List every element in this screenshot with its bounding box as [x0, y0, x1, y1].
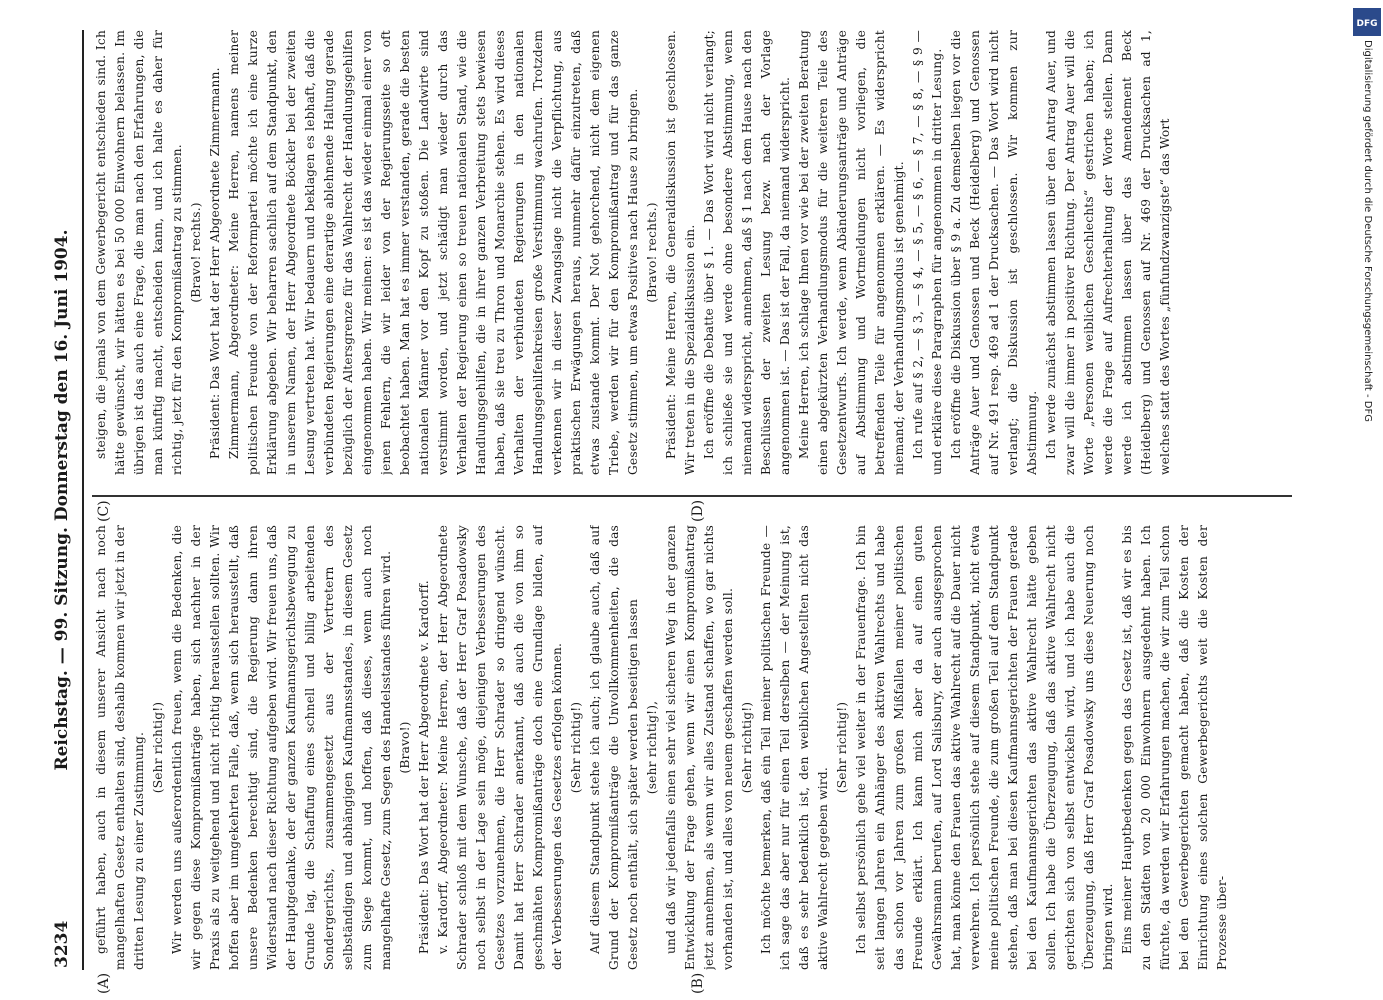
dfg-logo-icon	[1353, 8, 1381, 36]
right-column-paragraph: Ich eröffne die Diskussion über § 9 a. Zu demselben liegen vor die Anträge Auer und Genossen und Beck (Heidelberg) und Genossen auf Nr. 491 resp. 469 ad 1 der Drucksachen. — Das Wort wird nicht verlangt; die Diskussion ist geschlossen. Wir kommen zur Abstimmung.	[949, 30, 1039, 475]
left-column-paragraph: (sehr richtig!),	[645, 700, 659, 795]
left-column-paragraph: (Sehr richtig!)	[569, 701, 583, 794]
left-column-paragraph: geführt haben, auch in diesem unserer Ansicht nach noch mangelhaften Gesetz enthalten sind, deshalb kommen wir jetzt in der dritten Lesung zu einer Zustimmung.	[94, 525, 146, 970]
right-column-paragraph: (Bravo! rechts.)	[189, 202, 203, 303]
left-column-paragraph: Auf diesem Standpunkt stehe ich auch; ich glaube auch, daß auf Grund der Kompromißanträge die Unvollkommenheiten, die das Gesetz noch enthält, sich später werden beseitigen lassen	[588, 525, 640, 970]
left-column-paragraph: und daß wir jedenfalls einen sehr viel sicheren Weg in der ganzen Entwicklung der Frage gehen, wenn wir einen Kompromißantrag jetzt annehmen, als wenn wir alles Zustand schaffen, wo gar nichts vorhanden ist, und alles von neuem geschaffen werden soll.	[664, 525, 735, 970]
margin-mark-a: (A)	[96, 972, 112, 994]
right-column-paragraph: (Bravo! rechts.)	[645, 202, 659, 303]
right-text-column	[92, 30, 1282, 475]
credit-text: Digitalisierung gefördert durch die Deutsche Forschungsgemeinschaft - DFG	[1362, 40, 1373, 423]
column-divider	[92, 496, 1292, 498]
left-column-paragraph: Eins meiner Hauptbedenken gegen das Gesetz ist, daß wir es bis zu den Städten von 20 000 Einwohnern ausgedehnt haben. Ich fürchte, da werden wir Erfahrungen machen, die wir zum Teil schon bei den Gewerbegerichten gemacht haben, daß die Kosten der Einrichtung eines solchen Gewerbegerichts weit die Kosten der Prozesse über-	[1120, 525, 1229, 970]
right-column-paragraph: Ich rufe auf § 2, — § 3, — § 4, — § 5, — § 6, — § 7, — § 8, — § 9 — und erkläre diese Paragraphen für angenommen in dritter Lesung.	[911, 30, 944, 475]
right-column-paragraph: steigen, die jemals von dem Gewerbegericht entschieden sind. Ich hätte gewünscht, wir hätten es bei 50 000 Einwohnern belassen. Im übrigen ist das auch eine Frage, die man nach den Erfahrungen, die man künftig macht, entscheiden kann, und ich halte es daher für richtig, jetzt für den Kompromißantrag zu stimmen.	[94, 30, 184, 475]
right-column-paragraph: Zimmermann, Abgeordneter: Meine Herren, namens meiner politischen Freunde von der Reformpartei möchte ich eine kurze Erklärung abgeben. Wir beharren sachlich auf dem Standpunkt, den in unserem Namen, der Herr Abgeordnete Böckler bei der zweiten Lesung vertreten hat. Wir bedauern und beklagen es lebhaft, daß die verbündeten Regierungen eine derartige ablehnende Haltung gerade bezüglich der Altersgrenze für das Wahlrecht der Handlungsgehilfen eingenommen haben. Wir meinen: es ist das wieder einmal einer von jenen Fehlern, die wir leider von der Regierungsseite so oft beobachtet haben. Man hat es immer verstanden, gerade die besten nationalen Männer vor den Kopf zu stoßen. Die Landwirte sind verstimmt worden, und jetzt schädigt man wieder durch das Verhalten der Regierung einen so treuen nationalen Stand, wie die Handlungsgehilfen, die in ihrer ganzen Verbreitung stets bewiesen haben, daß sie treu zu Thron und Monarchie stehen. Es wird dieses Verhalten der verbündeten Regierungen in den nationalen Handlungsgehilfenkreisen große Verstimmung wachrufen. Trotzdem verkennen wir in dieser Zwangslage nicht die Verpflichtung, aus praktischen Erwägungen heraus, nunmehr dafür einzutreten, daß etwas zustande kommt. Der Not gehorchend, nicht dem eigenen Triebe, werden wir für den Kompromißantrag und für das ganze Gesetz stimmen, um etwas Positives nach Hause zu bringen.	[227, 30, 640, 475]
margin-mark-b: (B)	[690, 972, 706, 994]
left-text-column	[92, 525, 1282, 970]
left-column-paragraph: (Sehr richtig!)	[151, 701, 165, 794]
left-column-paragraph: Ich selbst persönlich gehe viel weiter in der Frauenfrage. Ich bin seit langen Jahren ein Anhänger des aktiven Wahlrechts und habe das schon vor Jahren zum großen Mißfallen meiner politischen Freunde erklärt. Ich kann mich aber da auf einen guten Gewährsmann berufen, auf Lord Salisbury, der auch ausgesprochen hat, man könne den Frauen das aktive Wahlrecht auf die Dauer nicht verwehren. Ich persönlich stehe auf diesem Standpunkt, nicht etwa meine politischen Freunde, die zum großen Teil auf dem Standpunkt stehen, daß man bei diesen Kaufmannsgerichten der Frauen gerade bei den Kaufmannsgerichten das aktive Wahlrecht hätte geben sollen. Ich habe die Überzeugung, daß das aktive Wahlrecht nicht gerichten sich von selbst entwickeln wird, und ich habe auch die Überzeugung, daß Herr Graf Posadowsky uns diese Neuerung noch bringen wird.	[854, 525, 1115, 970]
left-column-paragraph: (Sehr richtig!)	[835, 701, 849, 794]
left-column-paragraph: (Sehr richtig!)	[740, 701, 754, 794]
header-rule	[82, 30, 84, 970]
left-column-paragraph: Ich möchte bemerken, daß ein Teil meiner politischen Freunde — ich sage das aber nur für einen Teil derselben — der Meinung ist, daß es sehr bedenklich ist, den weiblichen Angestellten nicht das aktive Wahlrecht gegeben wird.	[759, 525, 830, 970]
right-column-paragraph: Präsident: Meine Herren, die Generaldiskussion ist geschlossen. Wir treten in die Spezialdiskussion ein.	[664, 30, 697, 475]
left-column-paragraph: Wir werden uns außerordentlich freuen, wenn die Bedenken, die wir gegen diese Kompromißanträge haben, sich nachher in der Praxis als zu weitgehend und nicht richtig herausstellen sollten. Wir hoffen aber im umgekehrten Falle, daß, wenn sich herausstellt, daß unsere Bedenken berechtigt sind, die Regierung dann ihren Widerstand nach dieser Richtung aufgeben wird. Wir freuen uns, daß der Hauptgedanke, der der ganzen Kaufmannsgerichtsbewegung zu Grunde lag, die Schaffung eines schnell und billig arbeitenden Sondergerichts, zusammengesetzt aus der Vertretern des selbständigen und abhängigen Kaufmannsstandes, in diesem Gesetz zum Siege kommt, und hoffen, daß dieses, wenn auch noch mangelhafte Gesetz, zum Segen des Handelsstandes führen wird.	[170, 525, 393, 970]
right-column-paragraph: Meine Herren, ich schlage Ihnen vor wie bei der zweiten Beratung einen abgekürzten Verhandlungsmodus für die weiteren Teile des Gesetzentwurfs. Ich werde, wenn Abänderungsanträge und Anträge auf Abstimmung und Wortmeldungen nicht vorliegen, die betreffenden Teile für angenommen erklären. — Es widerspricht niemand; der Verhandlungsmodus ist genehmigt.	[797, 30, 906, 475]
digitization-credit	[1351, 40, 1377, 960]
margin-mark-d: (D)	[690, 499, 706, 522]
right-column-paragraph: Ich eröffne die Debatte über § 1. — Das Wort wird nicht verlangt; ich schließe sie und werde ohne besondere Abstimmung, wenn niemand widerspricht, annehmen, daß § 1 nach dem Hause nach den Beschlüssen der zweiten Lesung bezw. nach der Vorlage angenommen ist. — Das ist der Fall, da niemand widerspricht.	[702, 30, 792, 475]
margin-mark-c: (C)	[96, 500, 112, 522]
page-number: 3234	[52, 920, 72, 968]
left-column-paragraph: (Bravo!)	[398, 721, 412, 774]
page-header	[52, 30, 76, 970]
right-column-paragraph: Präsident: Das Wort hat der Herr Abgeordnete Zimmermann.	[208, 67, 222, 459]
logo-text: DFG	[1356, 19, 1378, 29]
right-column-paragraph: Ich werde zunächst abstimmen lassen über den Antrag Auer, und zwar will die immer in positiver Richtung. Der Antrag Auer will die Worte „Personen weiblichen Geschlechts“ gestrichen haben; ich werde die Frage auf Aufrechterhaltung der Worte stellen. Dann werde ich abstimmen lassen über das Amendement Beck (Heidelberg) und Genossen auf Nr. 469 der Drucksachen ad 1, welches statt des Wortes „fünfundzwanzigste“ das Wort	[1044, 30, 1172, 475]
left-column-paragraph: Präsident: Das Wort hat der Herr Abgeordnete v. Kardorff.	[417, 580, 431, 954]
running-title: Reichstag. — 99. Sitzung. Donnerstag den 16. Juni 1904.	[52, 229, 72, 771]
left-column-paragraph: v. Kardorff, Abgeordneter: Meine Herren, der Herr Abgeordnete Schrader schloß mit dem Wunsche, daß der Herr Graf Posadowsky noch selbst in der Lage sein möge, diejenigen Verbesserungen des Gesetzes vorzunehmen, die Herr Schrader so dringend wünscht. Damit hat Herr Schrader anerkannt, daß auch die von ihm so geschmähten Kompromißanträge doch eine Grundlage bilden, auf der Verbesserungen des Gesetzes erfolgen können.	[436, 525, 564, 970]
